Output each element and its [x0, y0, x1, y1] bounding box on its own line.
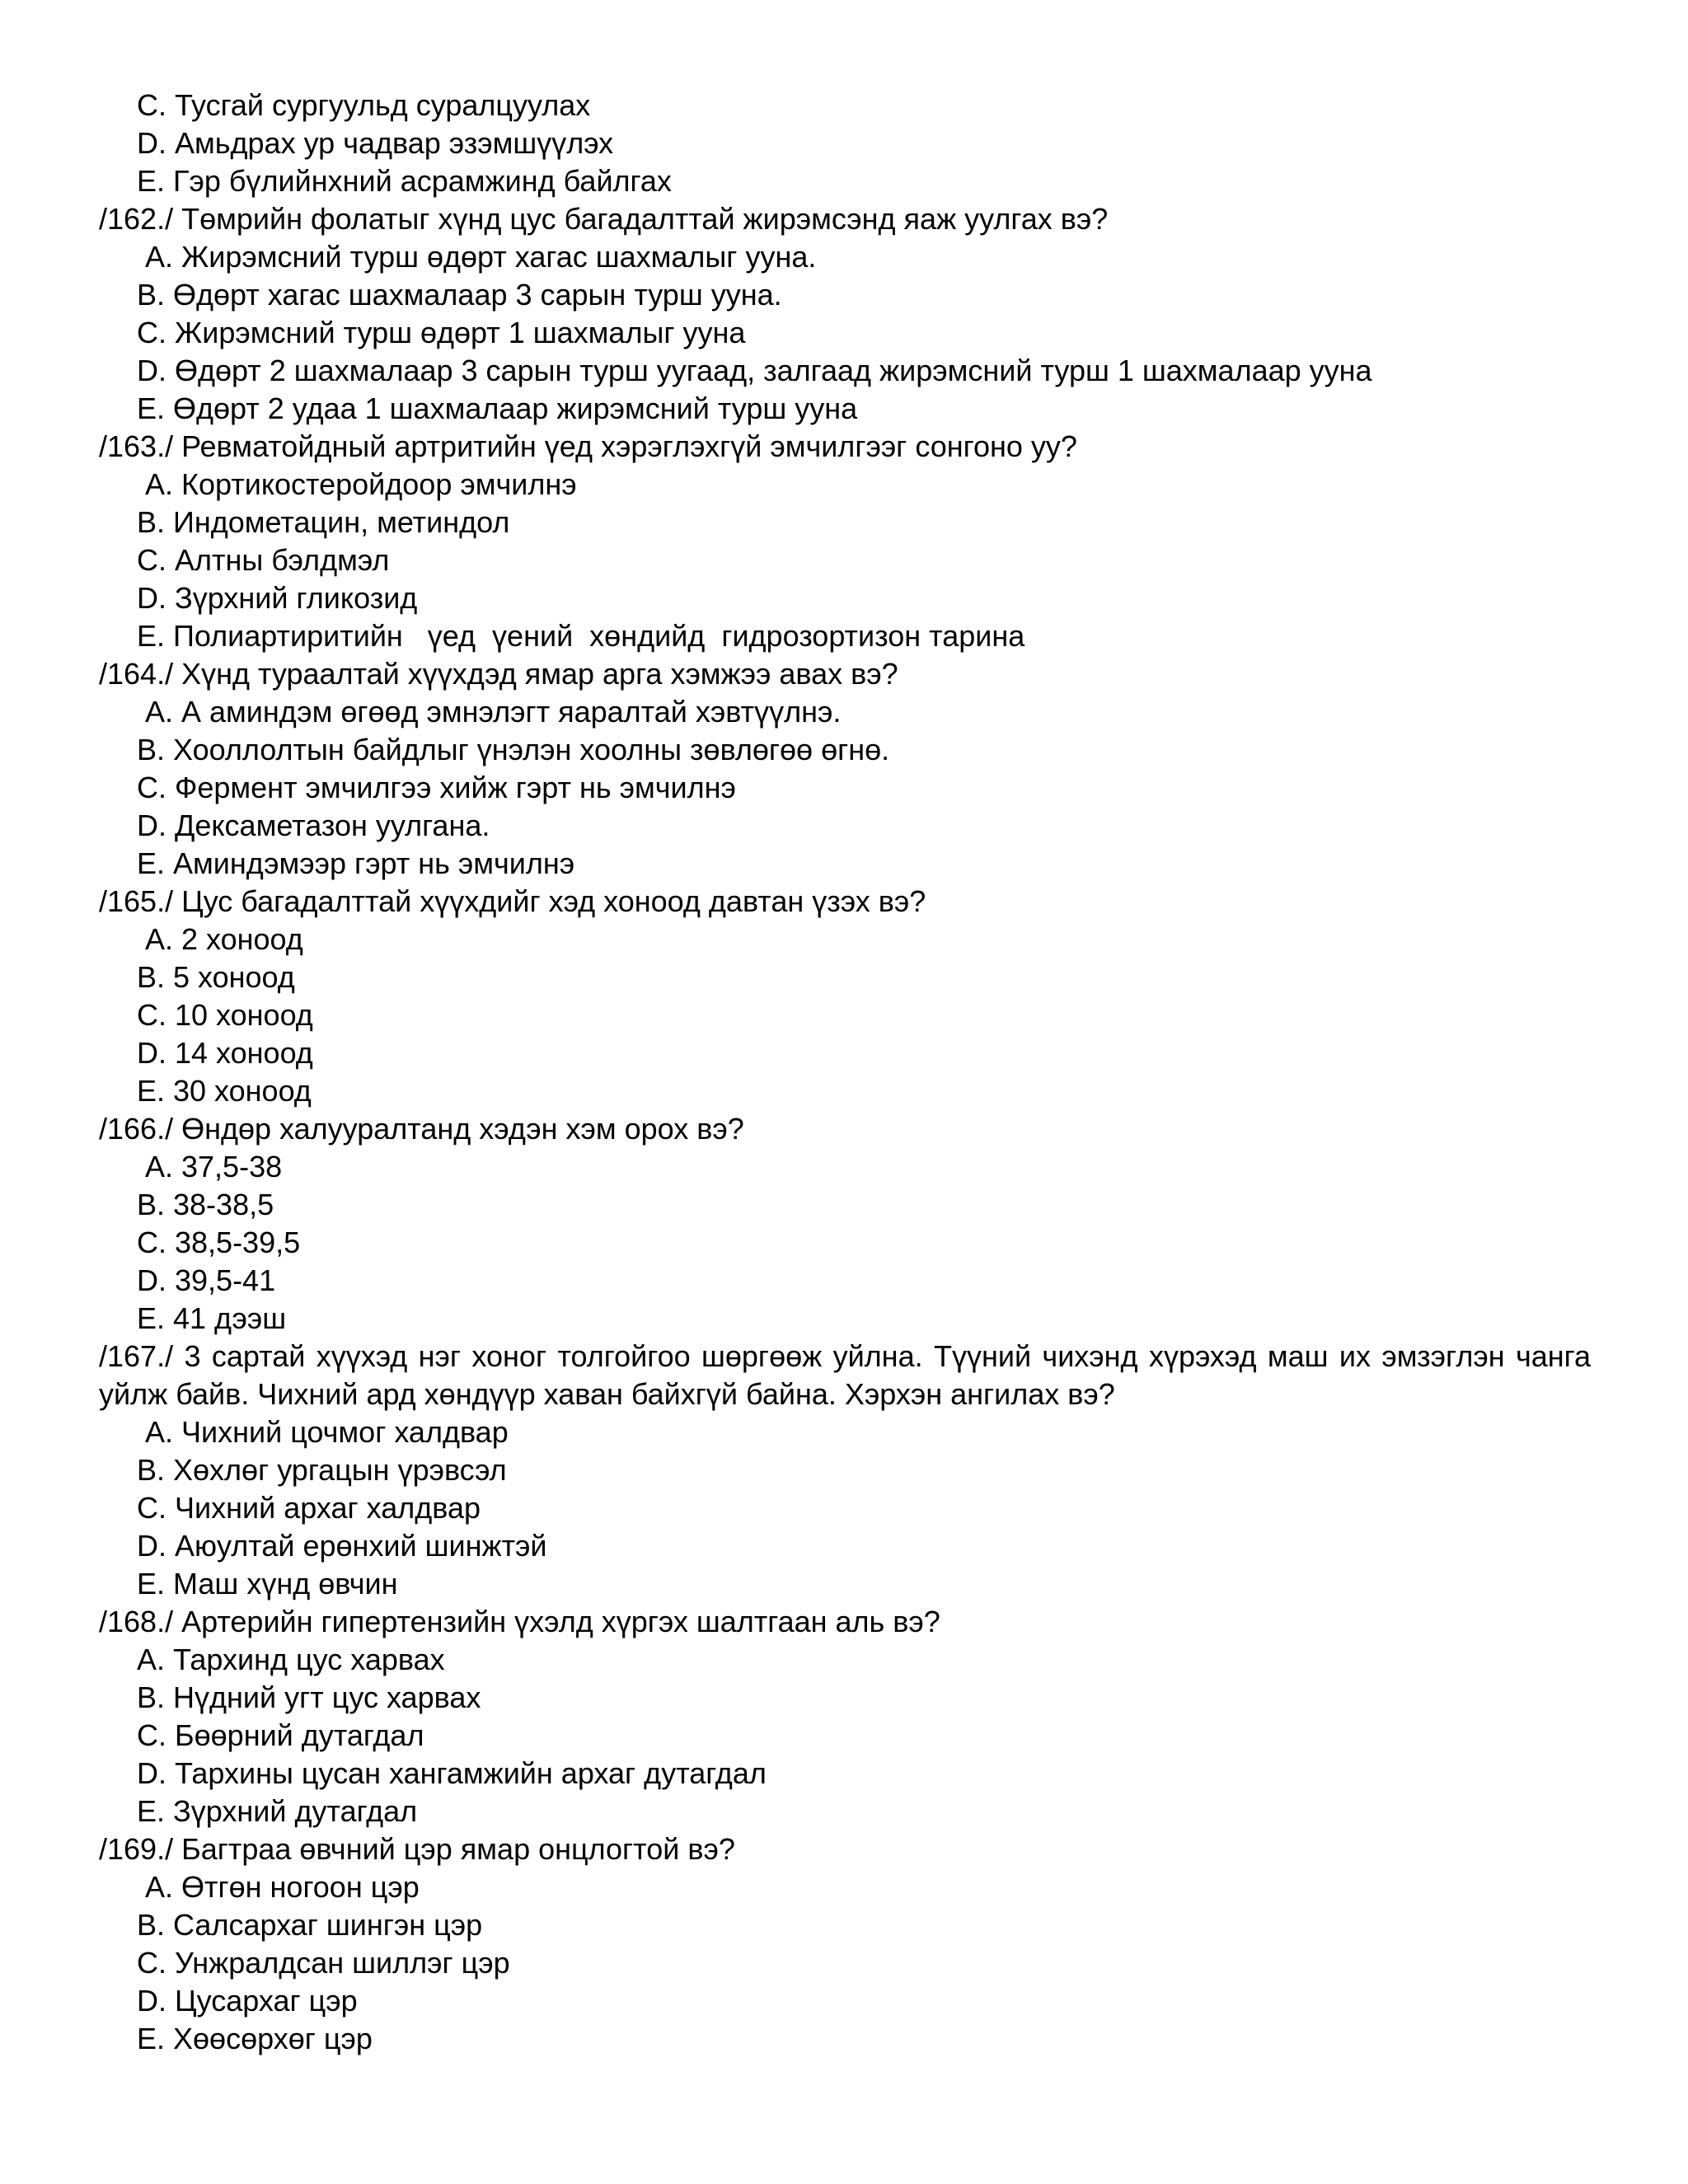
question-164: /164./ Хүнд тураалтай хүүхдэд ямар арга хэмжээ авах вэ?	[99, 657, 898, 691]
option-e: E. Хөөсөрхөг цэр	[137, 2022, 373, 2055]
option-e: E. Өдөрт 2 удаа 1 шахмалаар жирэмсний турш ууна	[137, 391, 858, 425]
option-c: C. 38,5-39,5	[137, 1226, 301, 1259]
option-e: E. 30 хоноод	[137, 1074, 312, 1108]
option-a: A. Кортикостеройдоор эмчилнэ	[145, 467, 577, 501]
option-d: D. Амьдрах ур чадвар эзэмшүүлэх	[137, 126, 614, 160]
option-b: B. Хөхлөг ургацын үрэвсэл	[137, 1453, 507, 1487]
option-e: E. Полиартиритийн үед үений хөндийд гидрозортизон тарина	[137, 619, 1025, 653]
option-a: A. 2 хоноод	[145, 922, 303, 956]
option-e: E. 41 дээш	[137, 1301, 287, 1335]
option-d: D. Цусархаг цэр	[137, 1984, 358, 2018]
option-e: E. Зүрхний дутагдал	[137, 1794, 418, 1828]
option-d: D. Тархины цусан хангамжийн архаг дутагдал	[137, 1756, 767, 1790]
option-a: A. А аминдэм өгөөд эмнэлэгт яаралтай хэвтүүлнэ.	[145, 695, 842, 729]
option-c: C. Унжралдсан шиллэг цэр	[137, 1946, 510, 1980]
option-b: B. Хооллолтын байдлыг үнэлэн хоолны зөвлөгөө өгнө.	[137, 733, 890, 766]
document-body	[99, 87, 1591, 2058]
option-b: B. Өдөрт хагас шахмалаар 3 сарын турш ууна.	[137, 278, 782, 312]
option-d: D. 39,5-41	[137, 1263, 276, 1297]
question-168: /168./ Артерийн гипертензийн үхэлд хүргэх шалтгаан аль вэ?	[99, 1605, 940, 1638]
option-b: B. 5 хоноод	[137, 960, 295, 994]
option-c: C. Жирэмсний турш өдөрт 1 шахмалыг ууна	[137, 316, 746, 349]
option-e: E. Гэр бүлийнхний асрамжинд байлгах	[137, 164, 672, 198]
option-a: A. Тархинд цус харвах	[137, 1643, 445, 1676]
option-d: D. Өдөрт 2 шахмалаар 3 сарын турш уугаад, залгаад жирэмсний турш 1 шахмалаар ууна	[137, 354, 1372, 387]
question-163: /163./ Ревматойдный артритийн үед хэрэглэхгүй эмчилгээг сонгоно уу?	[99, 429, 1077, 463]
option-c: C. Чихний архаг халдвар	[137, 1491, 481, 1525]
option-a: A. Өтгөн ногоон цэр	[145, 1870, 420, 1904]
question-167: /167./ 3 сартай хүүхэд нэг хоног толгойгоо шөргөөж уйлна. Түүний чихэнд хүрэхэд маш их эмзэглэн чанга уйлж байв. Чихний ард хөндүүр хаван байхгүй байна. Хэрхэн ангилах вэ?	[99, 1339, 1591, 1411]
option-b: B. Салсархаг шингэн цэр	[137, 1908, 483, 1942]
option-d: D. Аюултай ерөнхий шинжтэй	[137, 1529, 547, 1563]
option-c: C. Фермент эмчилгээ хийж гэрт нь эмчилнэ	[137, 771, 736, 804]
option-d: D. Зүрхний гликозид	[137, 581, 418, 615]
question-169: /169./ Багтраа өвчний цэр ямар онцлогтой вэ?	[99, 1832, 735, 1866]
option-c: C. 10 хоноод	[137, 998, 313, 1032]
option-c: C. Бөөрний дутагдал	[137, 1718, 424, 1752]
option-a: A. Жирэмсний турш өдөрт хагас шахмалыг ууна.	[145, 240, 817, 274]
question-165: /165./ Цус багадалттай хүүхдийг хэд хоноод давтан үзэх вэ?	[99, 884, 926, 918]
option-c: C. Тусгай сургуульд суралцуулах	[137, 88, 591, 122]
question-166: /166./ Өндөр халууралтанд хэдэн хэм орох вэ?	[99, 1112, 744, 1146]
option-c: C. Алтны бэлдмэл	[137, 543, 390, 577]
question-162: /162./ Төмрийн фолатыг хүнд цус багадалттай жирэмсэнд яаж уулгах вэ?	[99, 202, 1109, 236]
option-e: E. Аминдэмээр гэрт нь эмчилнэ	[137, 846, 575, 880]
option-d: D. 14 хоноод	[137, 1036, 313, 1070]
option-d: D. Дексаметазон уулгана.	[137, 808, 490, 842]
option-a: A. Чихний цочмог халдвар	[145, 1415, 509, 1449]
option-b: B. Индометацин, метиндол	[137, 505, 510, 539]
option-a: A. 37,5-38	[145, 1150, 283, 1183]
option-e: E. Маш хүнд өвчин	[137, 1567, 398, 1601]
option-b: B. 38-38,5	[137, 1188, 274, 1221]
option-b: B. Нүдний угт цус харвах	[137, 1680, 481, 1714]
